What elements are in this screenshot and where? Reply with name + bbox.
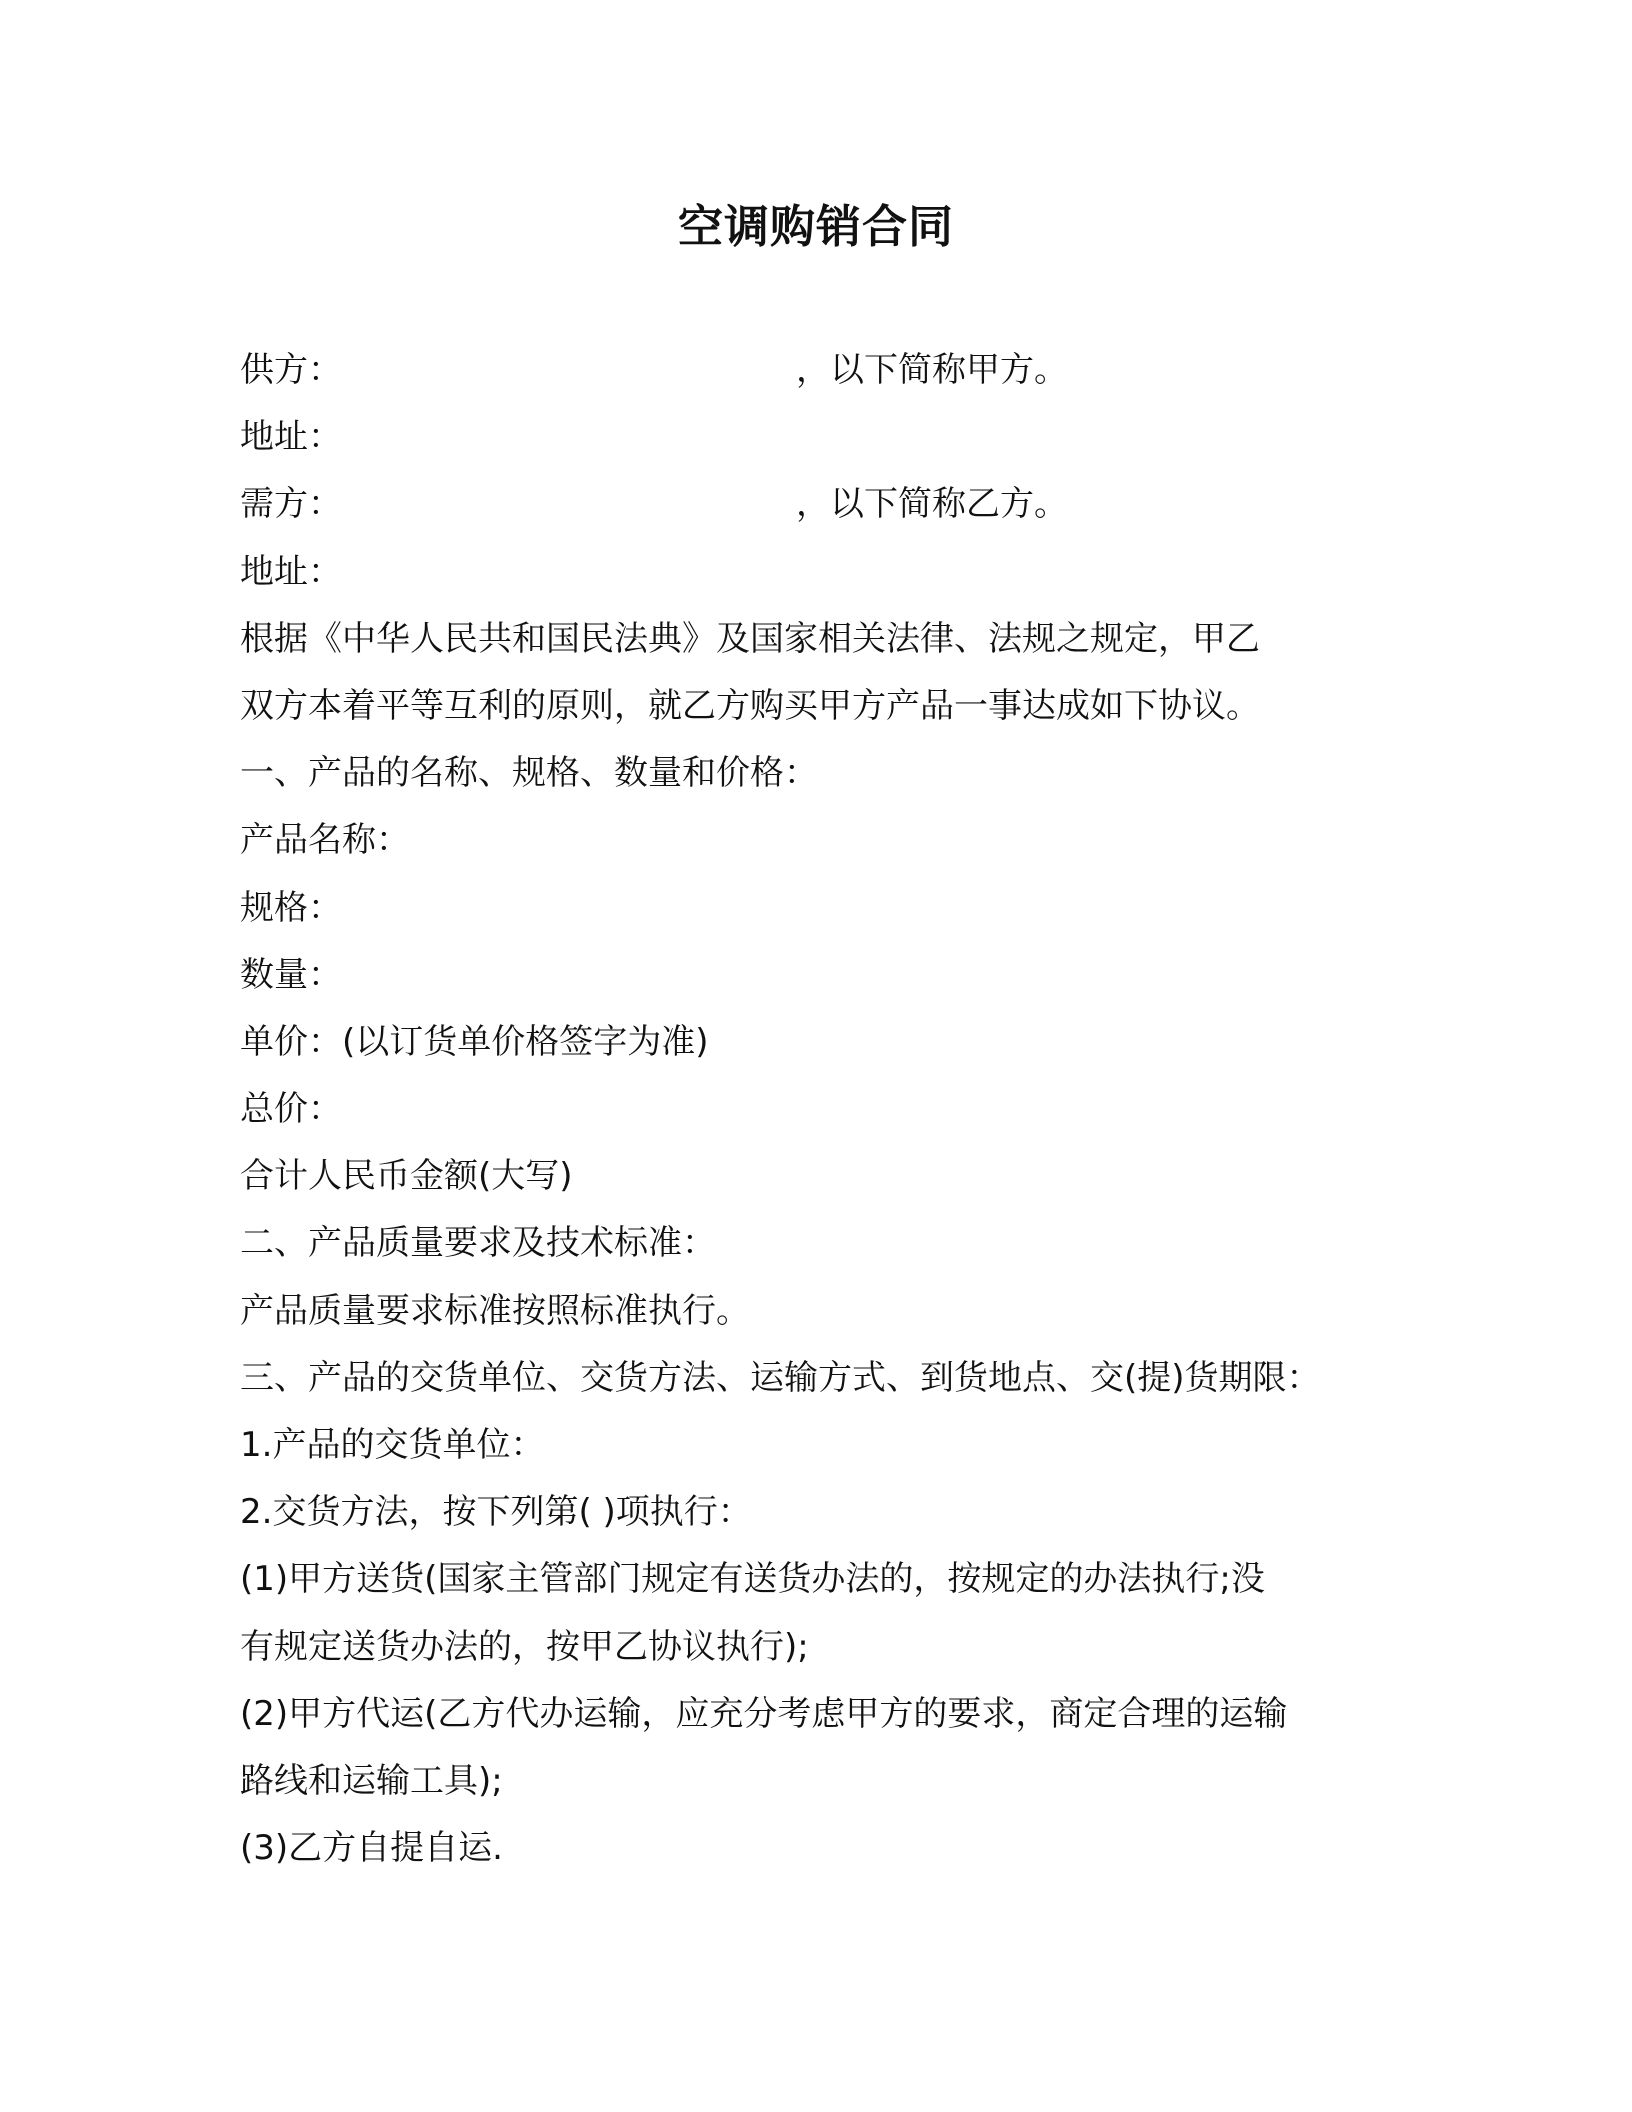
buyer-line: [240, 471, 1440, 538]
supplier-line: [240, 337, 1440, 404]
field-line: 合计人民币金额(大写): [240, 1156, 573, 1197]
field-line: 单价：(以订货单价格签字为准): [240, 1021, 709, 1062]
buyer-address: 地址：: [240, 551, 342, 592]
field-line: 总价：: [240, 1089, 342, 1130]
clause-line: (3)乙方自提自运.: [240, 1828, 503, 1869]
contract-body: [240, 337, 1440, 1882]
supplier-suffix: ，以下简称甲方。: [796, 350, 1068, 390]
supplier-address: 地址：: [240, 417, 342, 458]
field-line: 产品名称：: [240, 820, 410, 861]
page-title: 空调购销合同: [677, 200, 954, 253]
preamble-line: 双方本着平等互利的原则，就乙方购买甲方产品一事达成如下协议。: [240, 685, 1260, 726]
section-heading: 一、产品的名称、规格、数量和价格：: [240, 753, 818, 794]
clause-line: (1)甲方送货(国家主管部门规定有送货办法的，按规定的办法执行;没: [240, 1559, 1265, 1600]
paragraph-line: 产品质量要求标准按照标准执行。: [240, 1290, 750, 1331]
clause-line: 1.产品的交货单位：: [240, 1425, 545, 1465]
clause-line: 路线和运输工具);: [240, 1760, 503, 1801]
section-heading: 三、产品的交货单位、交货方法、运输方式、到货地点、交(提)货期限：: [240, 1357, 1321, 1398]
supplier-label: 供方：: [240, 350, 342, 390]
field-line: 数量：: [240, 954, 342, 995]
clause-line: (2)甲方代运(乙方代办运输，应充分考虑甲方的要求，商定合理的运输: [240, 1693, 1288, 1734]
clause-line: 有规定送货办法的，按甲乙协议执行);: [240, 1626, 809, 1667]
buyer-suffix: ，以下简称乙方。: [796, 484, 1068, 525]
preamble-line: 根据《中华人民共和国民法典》及国家相关法律、法规之规定，甲乙: [240, 618, 1260, 659]
clause-line: 2.交货方法，按下列第( )项执行：: [240, 1492, 752, 1533]
field-line: 规格：: [240, 887, 342, 928]
buyer-label: 需方：: [240, 484, 342, 525]
section-heading: 二、产品质量要求及技术标准：: [240, 1223, 716, 1264]
